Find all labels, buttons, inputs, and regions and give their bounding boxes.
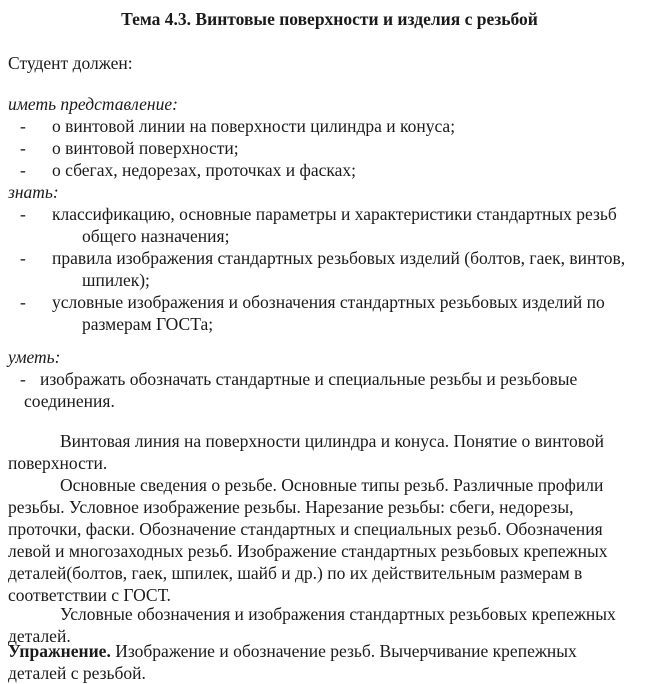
paragraph-line: резьбы. Условное изображение резьбы. Нарезание резьбы: сбеги, недорезы, (8, 497, 574, 517)
section-heading-represent: иметь представление: (8, 94, 178, 114)
exercise-label: Упражнение. (8, 641, 111, 661)
list-item: правила изображения стандартных резьбовых изделий (болтов, гаек, винтов, (52, 248, 626, 268)
list-dash: - (20, 369, 26, 389)
list-dash: - (20, 204, 26, 224)
paragraph-line: Основные сведения о резьбе. Основные типы резьб. Различные профили (60, 475, 604, 495)
paragraph-line: Условные обозначения и изображения стандартных резьбовых крепежных (60, 604, 616, 624)
section-heading-know: знать: (8, 182, 59, 202)
list-dash: - (20, 248, 26, 268)
list-item-continuation: соединения. (24, 391, 115, 411)
exercise-text: Изображение и обозначение резьб. Вычерчивание крепежных (115, 641, 577, 661)
list-item: классификацию, основные параметры и характеристики стандартных резьб (52, 204, 617, 224)
paragraph-line: поверхности. (8, 453, 108, 473)
list-dash: - (20, 116, 26, 136)
paragraph-line: деталей. (8, 626, 71, 646)
list-item-continuation: шпилек); (82, 270, 150, 290)
list-item-continuation: общего назначения; (82, 226, 230, 246)
page-title: Тема 4.3. Винтовые поверхности и изделия с резьбой (121, 9, 538, 29)
paragraph-line: Винтовая линия на поверхности цилиндра и конуса. Понятие о винтовой (60, 431, 605, 451)
list-item: о винтовой линии на поверхности цилиндра и конуса; (52, 116, 456, 136)
exercise-line (8, 640, 648, 662)
list-dash: - (20, 138, 26, 158)
list-dash: - (20, 160, 26, 180)
list-item: изображать обозначать стандартные и специальные резьбы и резьбовые (40, 369, 578, 389)
exercise-continuation: деталей с резьбой. (8, 663, 146, 683)
paragraph-line: проточки, фаски. Обозначение стандартных и специальных резьб. Обозначения (8, 519, 603, 539)
list-item-continuation: размерам ГОСТа; (82, 314, 214, 334)
section-heading-can: уметь: (8, 347, 61, 367)
student-must-label: Студент должен: (8, 53, 133, 73)
list-dash: - (20, 292, 26, 312)
paragraph-line: деталей(болтов, гаек, шпилек, шайб и др.) по их действительным размерам в (8, 563, 583, 583)
paragraph-line: соответствии с ГОСТ. (8, 585, 171, 605)
paragraph-line: левой и многозаходных резьб. Изображение стандартных резьбовых крепежных (8, 541, 608, 561)
list-item: о винтовой поверхности; (52, 138, 239, 158)
list-item: о сбегах, недорезах, проточках и фасках; (52, 160, 356, 180)
list-item: условные изображения и обозначения стандартных резьбовых изделий по (52, 292, 605, 312)
